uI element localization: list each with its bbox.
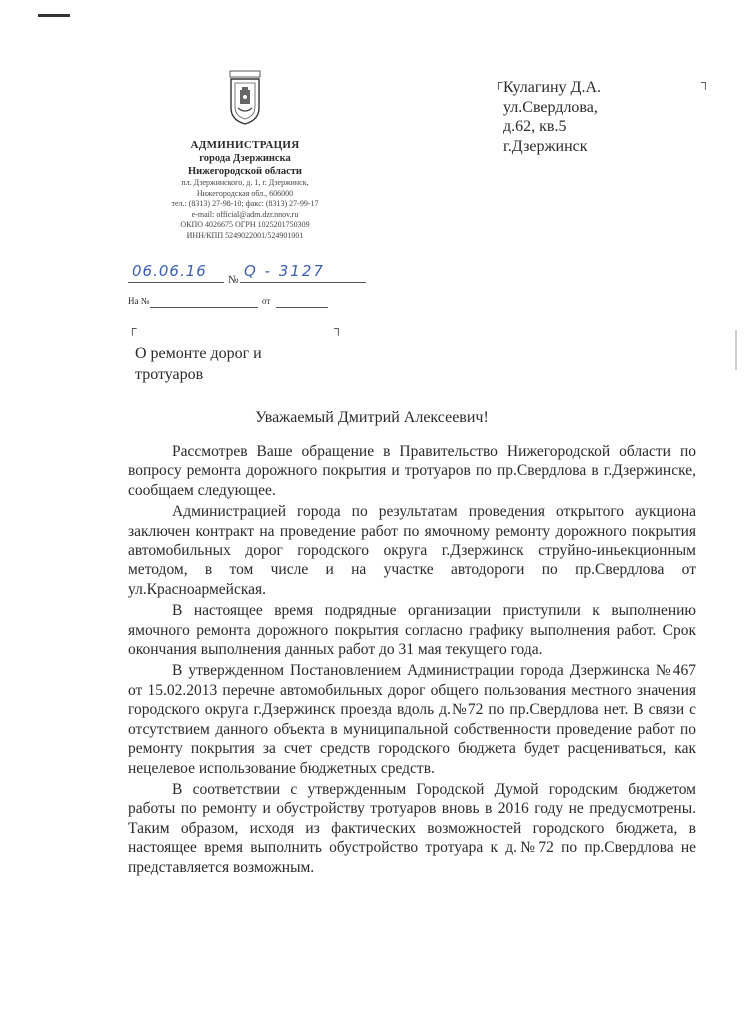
paragraph: В настоящее время подрядные организации приступили к выполнению ямочного ремонта дорожного покрытия согласно графику выполнения работ. Срок окончания выполнения данных работ до 31 мая текущего года. [128,602,696,659]
paragraph: Администрацией города по результатам проведения открытого аукциона заключен контракт на проведение работ по ямочному ремонту дорожного покрытия автомобильных дорог городского округа г.Дзержинск струйно-иньекционным методом, в том числе и на участке автодороги по пр.Свердлова от ул.Красноармейская. [128,503,696,598]
recipient-house: д.62, кв.5 [503,118,567,135]
scan-artifact [735,330,737,370]
corner-mark: ┌ [128,321,137,335]
coat-of-arms-icon [227,70,263,126]
org-phones: тел.: (8313) 27-98-10; факс: (8313) 27-99-17 [171,199,319,208]
recipient-city: г.Дзержинск [503,137,588,155]
subject-line-2: тротуаров [135,366,204,383]
subject [135,343,262,385]
org-inn: ИНН/КПП 5249022001/524901001 [186,230,304,240]
org-okpo: ОКПО 4026675 ОГРН 1025201750309 [180,220,310,229]
paragraph: Рассмотрев Ваше обращение в Правительство Нижегородской области по вопросу ремонта дорожного покрытия и тротуаров по пр.Свердлова в г.Дзержинске, сообщаем следующее. [128,443,696,499]
org-address-1: пл. Дзержинского, д. 1, г. Дзержинск, [181,178,309,187]
handwritten-date: 06.06.16 [132,262,207,280]
greeting: Уважаемый Дмитрий Алексеевич! [255,409,489,426]
scan-artifact [38,14,70,17]
recipient-street: ул.Свердлова, [503,98,598,116]
corner-mark: ┐ [701,75,710,89]
registration-date-number [128,262,368,288]
recipient-block [503,78,601,156]
org-region: Нижегородской области [188,166,302,177]
handwritten-number: Q - 3127 [244,262,325,280]
reply-label: На № [128,296,150,306]
org-address-2: Нижегородская обл., 606000 [196,188,294,198]
letterhead [120,70,370,241]
org-title: АДМИНИСТРАЦИЯ [190,139,300,151]
corner-mark: ┌ [494,75,503,89]
org-city: города Дзержинска [199,153,291,164]
corner-mark: ┐ [334,321,343,335]
recipient-name: Кулагину Д.А. [503,79,602,96]
paragraph: В соответствии с утвержденным Городской Думой городским бюджетом работы по ремонту и обустройству тротуаров вновь в 2016 году не предусмотрены. Таким образом, исходя из фактических возможностей городского бюджета, в настоящее время выполнить обустройство тротуара к д.№72 по пр.Свердлова не представляется возможным. [128,780,696,876]
subject-line-1: О ремонте дорог и [135,345,262,362]
registration-reply [128,296,368,310]
number-label: № [228,274,239,286]
paragraph: В утвержденном Постановлением Администрации города Дзержинска №467 от 15.02.2013 перечне автомобильных дорог общего пользования местного значения городского округа г.Дзержинск проезда вдоль д.№72 по пр.Свердлова нет. В связи с отсутствием данного объекта в муниципальной собственности проведение работ по ремонту покрытия за счет средств городского бюджета будет расцениваться, как нецелевое использование бюджетных средств. [128,662,696,777]
from-label: от [262,296,271,306]
org-email: e-mail: official@adm.dzr.nnov.ru [191,209,299,219]
letter-body [128,442,696,879]
